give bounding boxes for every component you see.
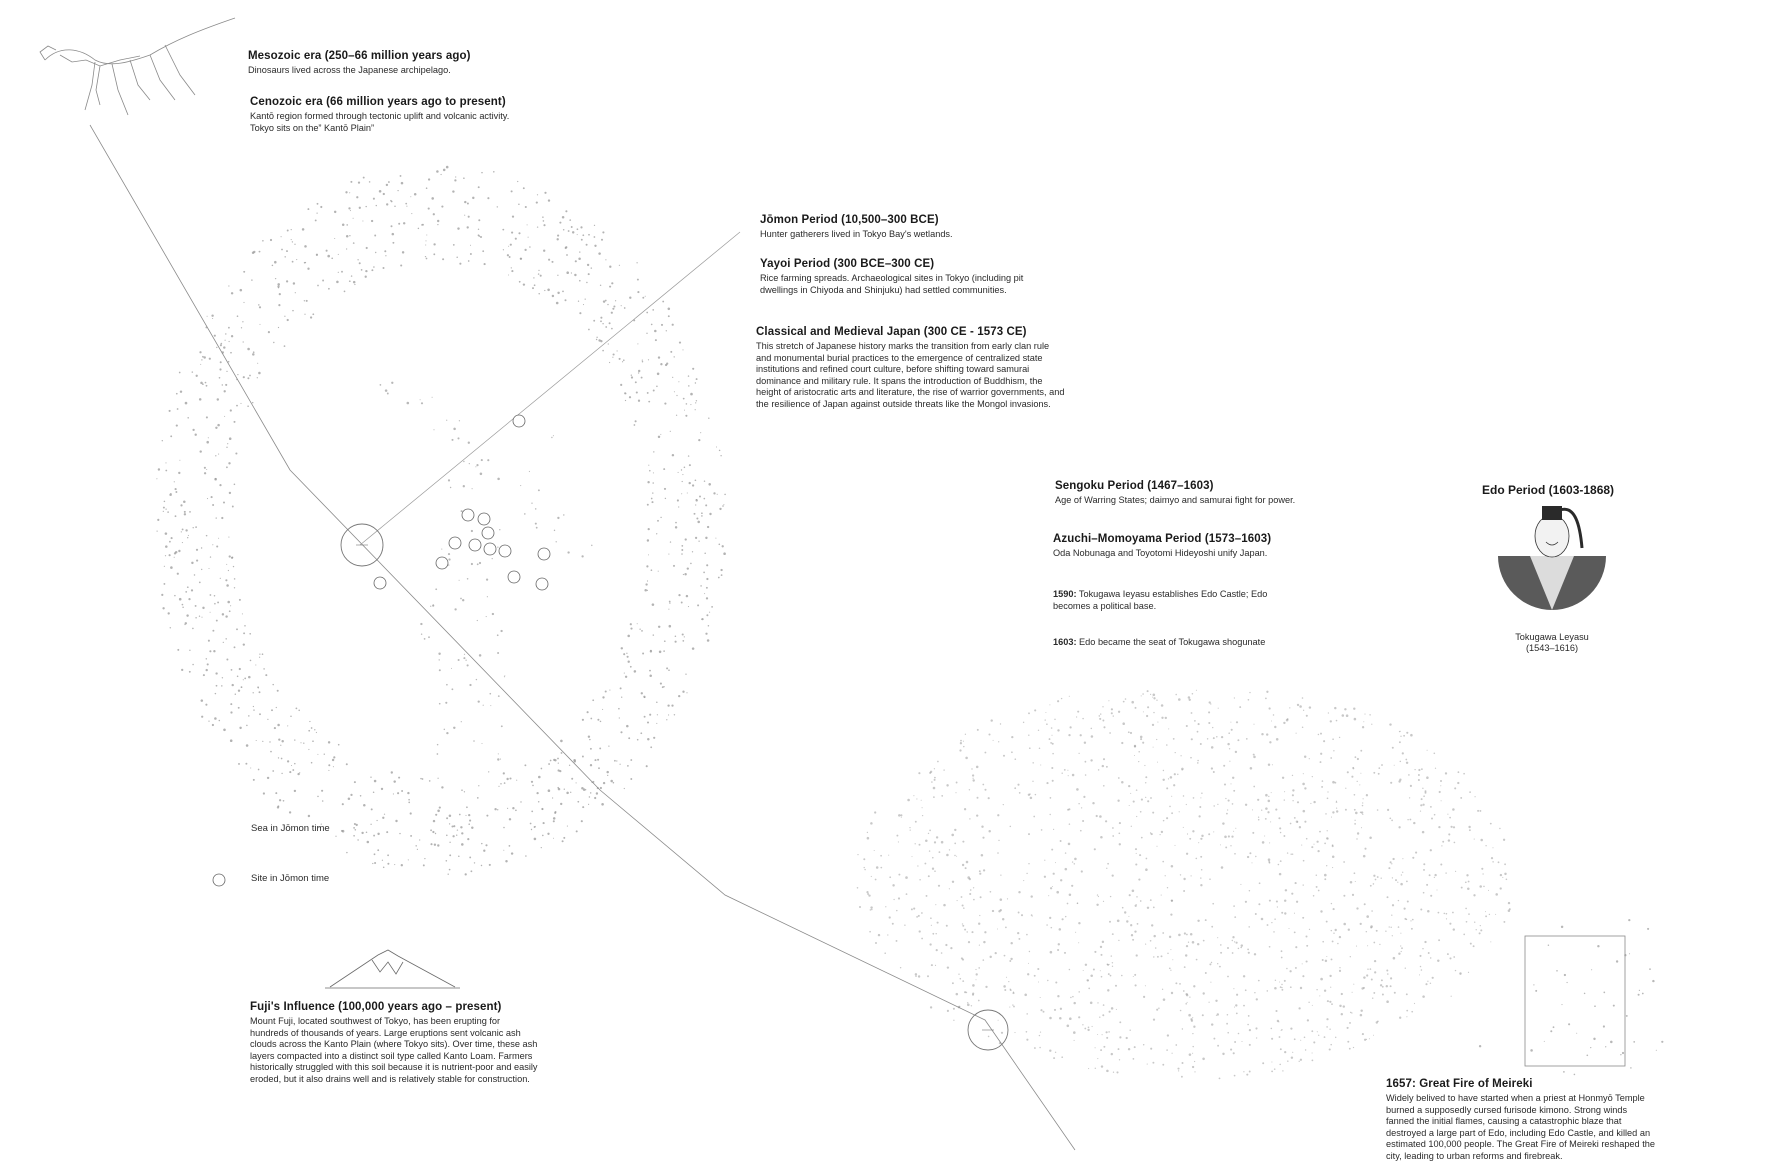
jomon-site-marker	[499, 545, 511, 557]
jomon-site-markers	[374, 415, 550, 590]
portrait-caption	[1482, 632, 1622, 654]
jomon-connector-line	[360, 232, 740, 545]
jomon-site-marker	[449, 537, 461, 549]
jomon-site-marker	[478, 513, 490, 525]
fuji-block	[250, 1001, 540, 1086]
jomon-site-marker	[536, 578, 548, 590]
jomon-sea-stipple	[156, 166, 726, 876]
meireki-body: Widely belived to have started when a priest at Honmyō Temple burned a supposedly cursed furisode kimono. Strong winds fanned the initial flames, causing a catastrophic blaze that destroyed a large part of Edo, including Edo Castle, and killed an estimated 100,000 people. The Great Fire of Meireki reshaped the city, leading to urban reforms and firebreak.	[1386, 1093, 1655, 1161]
yayoi-block	[760, 258, 1050, 296]
mesozoic-title: Mesozoic era (250–66 million years ago)	[248, 50, 471, 62]
great-fire-scroll-image	[1525, 936, 1625, 1066]
meireki-fire-stipple	[1479, 919, 1664, 1075]
jomon-title: Jōmon Period (10,500–300 BCE)	[760, 214, 939, 226]
jomon-site-marker	[513, 415, 525, 427]
jomon-site-marker	[374, 577, 386, 589]
yayoi-title: Yayoi Period (300 BCE–300 CE)	[760, 258, 935, 270]
fuji-title: Fuji's Influence (100,000 years ago – present)	[250, 1001, 502, 1013]
jomon-site-marker	[508, 571, 520, 583]
sengoku-title: Sengoku Period (1467–1603)	[1055, 480, 1214, 492]
fuji-body: Mount Fuji, located southwest of Tokyo, has been erupting for hundreds of thousands of years. Large eruptions sent volcanic ash clouds across the Kanto Plain (where Tokyo sits). Over time, these ash layers compacted into a distinct soil type called Kanto Loam. Farmers historically struggled with this soil because it is nutrient-poor and easily eroded, but it also drains well and is relatively stable for construction.	[250, 1016, 538, 1084]
mount-fuji-sketch	[325, 950, 460, 988]
portrait-years: (1543–1616)	[1525, 643, 1579, 653]
mesozoic-body: Dinosaurs lived across the Japanese archipelago.	[248, 65, 451, 75]
jomon-block	[760, 214, 1020, 241]
jomon-site-marker	[436, 557, 448, 569]
jomon-site-marker	[462, 509, 474, 521]
portrait-name: Tokugawa Leyasu	[1515, 632, 1589, 642]
event-1603	[1053, 637, 1313, 649]
event-1590-year: 1590:	[1053, 589, 1077, 599]
event-1590	[1053, 589, 1293, 612]
jomon-site-marker	[484, 543, 496, 555]
edo-city-stipple	[857, 690, 1511, 1080]
cenozoic-block	[250, 96, 515, 134]
jomon-site-marker	[469, 539, 481, 551]
classical-block	[756, 326, 1066, 411]
jomon-site-marker	[482, 527, 494, 539]
jomon-site-marker	[538, 548, 550, 560]
azuchi-block	[1053, 533, 1343, 560]
event-1590-text: Tokugawa Ieyasu establishes Edo Castle; Edo becomes a political base.	[1053, 589, 1268, 611]
azuchi-title: Azuchi–Momoyama Period (1573–1603)	[1053, 533, 1272, 545]
dinosaur-skeleton-sketch	[40, 18, 235, 115]
meireki-title: 1657: Great Fire of Meireki	[1386, 1078, 1533, 1090]
legend-site-swatch	[213, 874, 225, 886]
edo-period-title: Edo Period (1603-1868)	[1482, 483, 1615, 497]
jomon-body: Hunter gatherers lived in Tokyo Bay's wetlands.	[760, 229, 953, 239]
sengoku-block	[1055, 480, 1345, 507]
event-1603-text: Edo became the seat of Tokugawa shogunate	[1076, 637, 1266, 647]
sengoku-body: Age of Warring States; daimyo and samurai fight for power.	[1055, 495, 1296, 505]
yayoi-body: Rice farming spreads. Archaeological sites in Tokyo (including pit dwellings in Chiyoda and Shinjuku) had settled communities.	[760, 273, 1024, 295]
mesozoic-block	[248, 50, 548, 77]
legend-sea-label: Sea in Jōmon time	[251, 823, 330, 834]
legend-site-label: Site in Jōmon time	[251, 873, 330, 884]
tokugawa-portrait	[1498, 506, 1606, 610]
cenozoic-title: Cenozoic era (66 million years ago to present)	[250, 96, 506, 108]
cenozoic-body: Kantō region formed through tectonic uplift and volcanic activity. Tokyo sits on the” Kantō Plain”	[250, 111, 510, 133]
event-1603-year: 1603:	[1053, 637, 1077, 647]
classical-body: This stretch of Japanese history marks the transition from early clan rule and monumental burial practices to the emergence of centralized state institutions and refined court culture, before shifting toward samurai dominance and military rule. It spans the introduction of Buddhism, the height of aristocratic arts and literature, the rise of warrior governments, and the resilience of Japan against outside threats like the Mongol invasions.	[756, 341, 1065, 409]
azuchi-body: Oda Nobunaga and Toyotomi Hideyoshi unify Japan.	[1053, 548, 1268, 558]
classical-title: Classical and Medieval Japan (300 CE - 1573 CE)	[756, 326, 1027, 338]
meireki-block	[1386, 1078, 1656, 1163]
